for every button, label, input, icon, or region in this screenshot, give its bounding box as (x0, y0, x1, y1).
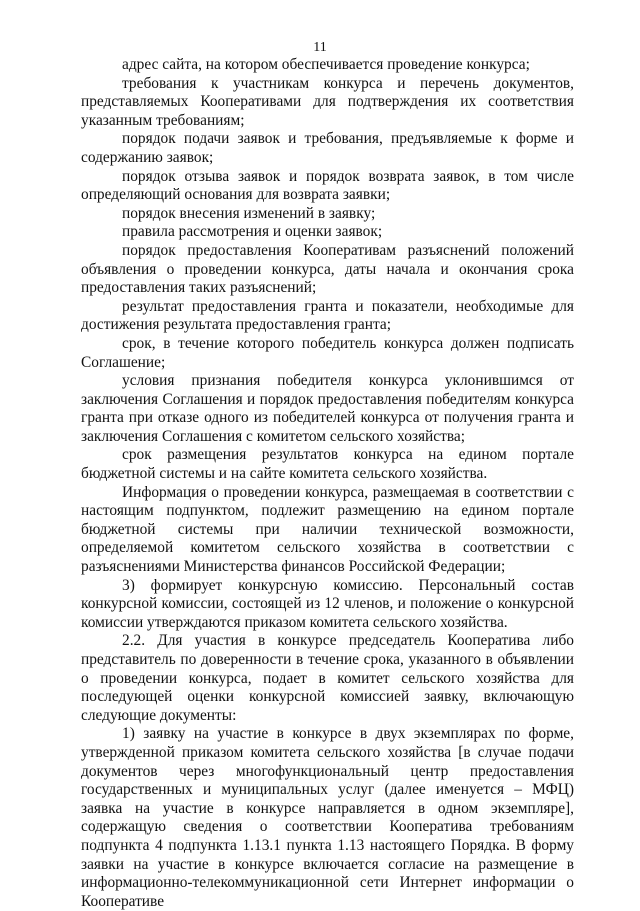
paragraph: 1) заявку на участие в конкурсе в двух экземплярах по форме, утвержденной приказом комитета сельского хозяйства [в случае подачи документов через многофункциональный центр предоставления государственных и муниципальных услуг (далее именуется – МФЦ) заявка на участие в конкурсе направляется в одном экземпляре], содержащую сведения о соответствии Кооператива требованиям подпункта 4 подпункта 1.13.1 пункта 1.13 настоящего Порядка. В форму заявки на участие в конкурсе включается согласие на размещение в информационно-телекоммуникационной сети Интернет информации о Кооперативе (81, 725, 574, 910)
paragraph: 2.2. Для участия в конкурсе председатель Кооператива либо представитель по доверенности в течение срока, указанного в объявлении о проведении конкурса, подает в комитет сельского хозяйства для последующей оценки конкурсной комиссией заявку, включающую следующие документы: (81, 632, 574, 724)
paragraph: результат предоставления гранта и показатели, необходимые для достижения результата предоставления гранта; (81, 297, 574, 334)
paragraph: требования к участникам конкурса и перечень документов, представляемых Кооперативами для подтверждения их соответствия указанным требованиям; (81, 74, 574, 129)
paragraph: порядок отзыва заявок и порядок возврата заявок, в том числе определяющий основания для возврата заявки; (81, 167, 574, 204)
paragraph: Информация о проведении конкурса, размещаемая в соответствии с настоящим подпунктом, подлежит размещению на едином портале бюджетной системы при наличии технической возможности, определяемой комитетом сельского хозяйства в соответствии с разъяснениями Министерства финансов Российской Федерации; (81, 483, 574, 576)
paragraph: 3) формирует конкурсную комиссию. Персональный состав конкурсной комиссии, состоящей из 12 членов, и положение о конкурсной комиссии утверждаются приказом комитета сельского хозяйства. (81, 576, 574, 631)
page-number: 11 (313, 40, 327, 55)
paragraph: порядок внесения изменений в заявку; (122, 204, 376, 222)
paragraph: срок размещения результатов конкурса на едином портале бюджетной системы и на сайте комитета сельского хозяйства. (81, 446, 574, 483)
paragraph: адрес сайта, на котором обеспечивается проведение конкурса; (122, 56, 530, 73)
document-body (81, 56, 574, 911)
paragraph: срок, в течение которого победитель конкурса должен подписать Соглашение; (81, 334, 574, 371)
paragraph: порядок подачи заявок и требования, предъявляемые к форме и содержанию заявок; (81, 130, 574, 166)
paragraph: правила рассмотрения и оценки заявок; (122, 223, 383, 241)
paragraph: условия признания победителя конкурса уклонившимся от заключения Соглашения и порядок предоставления победителям конкурса гранта при отказе одного из победителей конкурса от получения гранта и заключения Соглашения с комитетом сельского хозяйства; (81, 372, 574, 445)
paragraph: порядок предоставления Кооперативам разъяснений положений объявления о проведении конкурса, даты начала и окончания срока предоставления таких разъяснений; (81, 241, 574, 297)
